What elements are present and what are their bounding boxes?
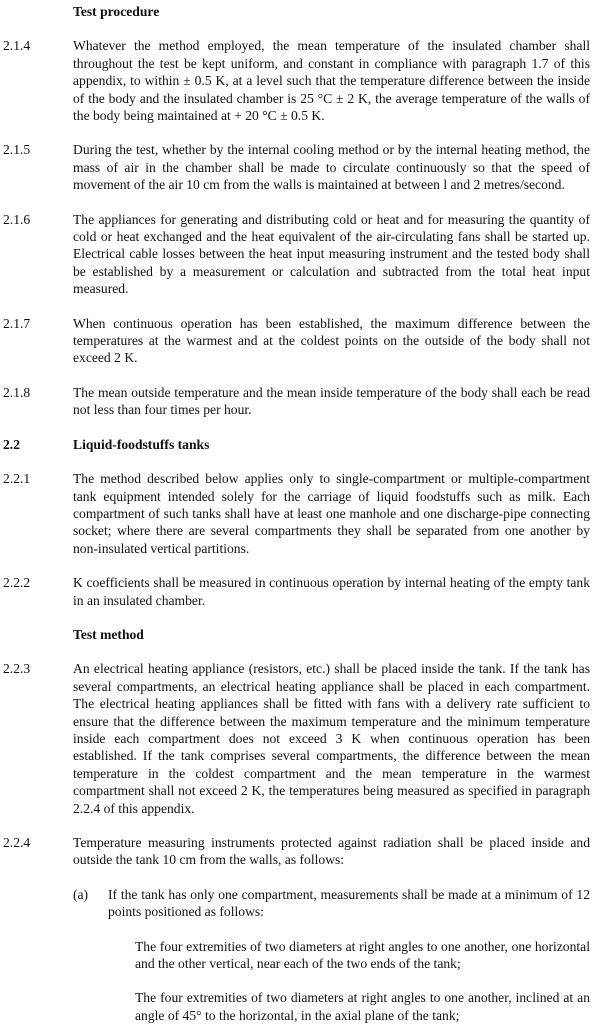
paragraph-number: 2.1.6: [3, 211, 31, 227]
paragraph-text: The appliances for generating and distributing cold or heat and for measuring the quantity of cold or heat exchanged and the heat equivalent of the air-circulating fans shall be started up. Electrical cable losses between the heat input measuring instrument and the tested body shall be established by a measurement or calculation and subtracted from the total heat input measured.: [73, 211, 590, 297]
section-number: 2.2: [3, 436, 20, 452]
paragraph-number: 2.1.5: [3, 142, 31, 158]
paragraph-2-2-1: [3, 470, 590, 557]
paragraph-2-1-5: [3, 141, 590, 193]
subparagraph-text: If the tank has only one compartment, measurements shall be made at a minimum of 12 points positioned as follows:: [108, 886, 590, 920]
paragraph-number: 2.1.4: [3, 38, 31, 54]
heading-test-method: Test method: [73, 626, 144, 642]
paragraph-text: The method described below applies only to single-compartment or multiple-compartment tank equipment intended solely for the carriage of liquid foodstuffs such as milk. Each compartment of such tanks shall have at least one manhole and one discharge-pipe connecting socket; where there are several compartments they shall be separated from one another by non-insulated vertical partitions.: [73, 471, 590, 556]
measurement-point-description-1: The four extremities of two diameters at right angles to one another, one horizontal and the other vertical, near each of the two ends of the tank;: [135, 938, 590, 972]
paragraph-2-1-4: [3, 37, 590, 124]
heading-liquid-foodstuffs-tanks: [3, 436, 590, 453]
paragraph-text: The mean outside temperature and the mean inside temperature of the body shall each be read not less than four times per hour.: [73, 384, 590, 418]
paragraph-2-2-4: [3, 834, 590, 869]
paragraph-number: 2.2.1: [3, 471, 31, 487]
paragraph-number: 2.2.2: [3, 575, 31, 591]
heading-test-procedure: Test procedure: [73, 4, 160, 19]
paragraph-text: During the test, whether by the internal cooling method or by the internal heating method, the mass of air in the chamber shall be made to circulate continuously so that the speed of movement of the air 10 cm from the walls is maintained at between l and 2 metres/second.: [73, 142, 590, 193]
paragraph-text: K coefficients shall be measured in continuous operation by internal heating of the empty tank in an insulated chamber.: [73, 575, 590, 608]
paragraph-text: When continuous operation has been established, the maximum difference between the temperatures at the warmest and at the coldest points on the outside of the body shall not exceed 2 K.: [73, 315, 590, 366]
paragraph-number: 2.1.7: [3, 315, 31, 331]
paragraph-2-2-2: [3, 574, 590, 609]
paragraph-text: Whatever the method employed, the mean temperature of the insulated chamber shall throughout the test be kept uniform, and constant in compliance with paragraph 1.7 of this appendix, to within ± 0.5 K, at a level such that the temperature difference between the inside of the body and the insulated chamber is 25 °C ± 2 K, the average temperature of the walls of the body being maintained at + 20 °C ± 0.5 K.: [73, 38, 590, 124]
paragraph-number: 2.2.3: [3, 661, 31, 677]
paragraph-text: Temperature measuring instruments protected against radiation shall be placed inside and outside the tank 10 cm from the walls, as follows:: [73, 834, 590, 868]
paragraph-number: 2.2.4: [3, 834, 31, 850]
paragraph-2-1-8: [3, 384, 590, 419]
paragraph-2-1-6: [3, 211, 590, 298]
measurement-point-description-2: The four extremities of two diameters at right angles to one another, inclined at an angle of 45° to the horizontal, in the axial plane of the tank;: [135, 990, 590, 1023]
subparagraph-a: [73, 886, 590, 921]
subparagraph-label: (a): [73, 886, 89, 902]
section-title: Liquid-foodstuffs tanks: [73, 436, 210, 452]
paragraph-2-1-7: [3, 315, 590, 367]
paragraph-text: An electrical heating appliance (resistors, etc.) shall be placed inside the tank. If the tank has several compartments, an electrical heating appliance shall be placed in each compartment. The electrical heating appliances shall be fitted with fans with a delivery rate sufficient to ensure that the difference between the maximum temperature and the minimum temperature inside each compartment does not exceed 3 K when continuous operation has been established. If the tank comprises several compartments, the difference between the mean temperature in the coldest compartment and the mean temperature in the warmest compartment shall not exceed 2 K, the temperatures being measured as specified in paragraph 2.2.4 of this appendix.: [73, 661, 590, 816]
paragraph-number: 2.1.8: [3, 384, 31, 400]
paragraph-2-2-3: [3, 660, 590, 817]
